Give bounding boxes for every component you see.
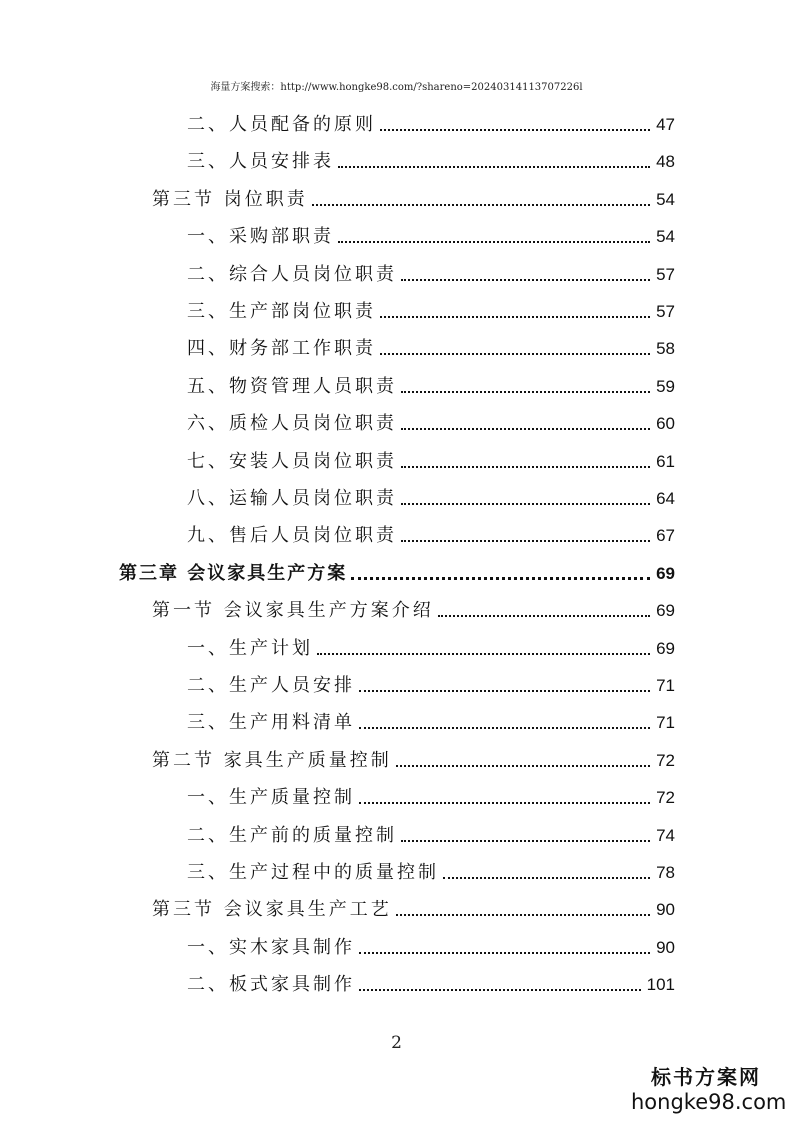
toc-leader-dots (401, 540, 650, 542)
toc-entry-item[interactable] (187, 960, 675, 997)
toc-entry-title: 一、生产计划 (187, 637, 313, 659)
toc-entry-page: 58 (656, 339, 675, 359)
toc-entry-title: 二、人员配备的原则 (187, 114, 376, 135)
toc-entry-title: 第三节 岗位职责 (152, 188, 308, 210)
toc-entry-item[interactable] (187, 137, 675, 174)
toc-entry-title: 七、安装人员岗位职责 (187, 450, 397, 472)
toc-entry-page: 78 (656, 863, 675, 882)
toc-entry-title: 第二节 家具生产质量控制 (152, 749, 392, 771)
toc-entry-section[interactable] (152, 885, 675, 922)
toc-entry-page: 64 (656, 489, 675, 508)
toc-entry-title: 九、售后人员岗位职责 (187, 525, 397, 547)
page-header: 海量方案搜索：http://www.hongke98.com/?shareno=20240314113707226l (210, 82, 583, 93)
toc-entry-item[interactable] (187, 362, 675, 399)
toc-leader-dots (380, 353, 650, 355)
toc-entry-page: 101 (646, 975, 675, 995)
toc-entry-page: 54 (656, 227, 675, 247)
toc-entry-section[interactable] (152, 175, 675, 212)
toc-entry-title: 八、运输人员岗位职责 (187, 488, 397, 509)
toc-entry-title: 二、综合人员岗位职责 (187, 263, 397, 285)
toc-entry-item[interactable] (187, 698, 675, 735)
toc-entry-title: 四、财务部工作职责 (187, 338, 376, 360)
toc-leader-dots (401, 840, 650, 842)
toc-entry-item[interactable] (187, 212, 675, 249)
toc-leader-dots (317, 653, 650, 655)
toc-entry-title: 三、生产过程中的质量控制 (187, 862, 439, 883)
toc-entry-page: 90 (656, 900, 675, 920)
toc-leader-dots (443, 877, 650, 879)
toc-entry-page: 69 (656, 638, 675, 658)
toc-leader-dots (401, 279, 650, 281)
toc-entry-item[interactable] (187, 848, 675, 885)
toc-entry-page: 61 (656, 451, 675, 471)
toc-entry-title: 三、生产部岗位职责 (187, 301, 376, 322)
toc-entry-page: 71 (656, 713, 675, 733)
toc-entry-item[interactable] (187, 399, 675, 436)
toc-entry-section[interactable] (152, 736, 675, 773)
toc-entry-section[interactable] (152, 586, 675, 623)
toc-entry-title: 二、生产人员安排 (187, 675, 355, 696)
toc-leader-dots (401, 503, 650, 505)
toc-leader-dots (351, 577, 650, 580)
toc-entry-title: 第三章 会议家具生产方案 (119, 562, 348, 584)
toc-entry-title: 一、实木家具制作 (187, 936, 355, 958)
toc-entry-title: 六、质检人员岗位职责 (187, 413, 397, 435)
toc-entry-page: 59 (656, 376, 675, 396)
toc-entry-page: 72 (656, 788, 675, 808)
toc-entry-chapter[interactable] (119, 549, 675, 586)
toc-entry-page: 72 (656, 750, 675, 770)
toc-entry-page: 90 (656, 937, 675, 957)
toc-leader-dots (401, 466, 650, 468)
toc-entry-item[interactable] (187, 250, 675, 287)
toc-entry-item[interactable] (187, 324, 675, 361)
toc-leader-dots (359, 952, 650, 954)
toc-leader-dots (401, 391, 650, 393)
toc-entry-title: 五、物资管理人员职责 (187, 375, 397, 397)
toc-entry-item[interactable] (187, 511, 675, 548)
toc-entry-item[interactable] (187, 624, 675, 661)
toc-entry-page: 54 (656, 189, 675, 209)
toc-entry-title: 二、板式家具制作 (187, 974, 355, 996)
toc-leader-dots (312, 204, 650, 206)
toc-leader-dots (359, 727, 650, 729)
toc-entry-title: 第一节 会议家具生产方案介绍 (152, 600, 434, 622)
toc-entry-title: 一、生产质量控制 (187, 787, 355, 809)
toc-leader-dots (359, 989, 641, 991)
toc-entry-page: 69 (656, 563, 675, 583)
toc-entry-page: 74 (656, 825, 675, 845)
toc-entry-page: 67 (656, 526, 675, 546)
toc-leader-dots (380, 316, 650, 318)
toc-entry-page: 69 (656, 601, 675, 621)
page-number: 2 (391, 1033, 402, 1053)
toc-entry-title: 二、生产前的质量控制 (187, 824, 397, 846)
toc-entry-item[interactable] (187, 287, 675, 324)
watermark-logo (631, 1064, 787, 1114)
toc-entry-page: 71 (656, 676, 675, 695)
watermark-url: hongke98.com (631, 1090, 787, 1114)
toc-entry-page: 57 (656, 302, 675, 321)
toc-leader-dots (438, 615, 650, 617)
toc-entry-title: 三、生产用料清单 (187, 712, 355, 734)
toc-entry-item[interactable] (187, 773, 675, 810)
toc-entry-title: 一、采购部职责 (187, 226, 334, 248)
toc-entry-item[interactable] (187, 923, 675, 960)
toc-entry-page: 48 (656, 152, 675, 172)
toc-entry-item[interactable] (187, 811, 675, 848)
toc-entry-title: 三、人员安排表 (187, 151, 334, 173)
toc-leader-dots (359, 802, 650, 804)
toc-leader-dots (359, 690, 650, 692)
toc-entry-item[interactable] (187, 437, 675, 474)
toc-entry-page: 57 (656, 264, 675, 284)
toc-leader-dots (401, 428, 650, 430)
toc-leader-dots (338, 241, 650, 243)
toc-entry-item[interactable] (187, 661, 675, 698)
toc-leader-dots (396, 914, 650, 916)
toc-entry-page: 60 (656, 414, 675, 434)
toc-entry-title: 第三节 会议家具生产工艺 (152, 899, 392, 921)
toc-leader-dots (338, 166, 650, 168)
toc-leader-dots (380, 129, 650, 131)
toc-entry-item[interactable] (187, 100, 675, 137)
toc-entry-page: 47 (656, 115, 675, 134)
watermark-title: 标书方案网 (651, 1065, 761, 1089)
toc-entry-item[interactable] (187, 474, 675, 511)
toc-leader-dots (396, 765, 650, 767)
